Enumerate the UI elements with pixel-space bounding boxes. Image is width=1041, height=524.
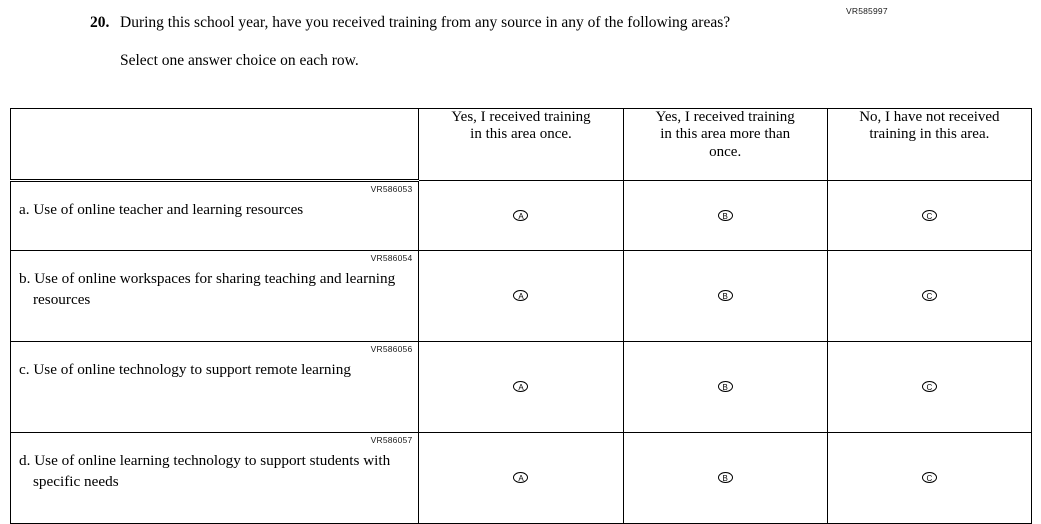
radio-c-1[interactable] <box>419 342 623 433</box>
row-code-a: VR586053 <box>370 184 413 194</box>
bubble-icon[interactable]: A <box>513 290 528 301</box>
bubble-icon[interactable]: C <box>922 472 937 483</box>
table-row <box>11 433 1032 524</box>
table-row <box>11 342 1032 433</box>
matrix-header-option-2-line-1: Yes, I received training <box>655 109 795 125</box>
row-stem-b <box>11 251 419 342</box>
row-code-d: VR586057 <box>370 435 413 445</box>
row-label-b: b. Use of online workspaces for sharing teaching and learning resources <box>19 270 396 308</box>
bubble-icon[interactable]: B <box>718 472 733 483</box>
radio-a-1[interactable] <box>419 181 623 251</box>
matrix-header-option-3 <box>827 109 1031 181</box>
matrix-header-option-1-line-1: Yes, I received training <box>451 109 591 125</box>
row-label-d: d. Use of online learning technology to support students with specific needs <box>19 452 391 490</box>
matrix-header-option-2-line-2: in this area more than <box>660 126 791 143</box>
question-number: 20. <box>90 14 110 31</box>
matrix-header-option-3-line-1: No, I have not received <box>859 109 1000 125</box>
radio-d-2[interactable] <box>623 433 827 524</box>
radio-b-1[interactable] <box>419 251 623 342</box>
matrix-header-option-2-line-3: once. <box>709 143 742 160</box>
matrix-header-option-1 <box>419 109 623 181</box>
bubble-icon[interactable]: B <box>718 381 733 392</box>
question-text: During this school year, have you received training from any source in any of the following areas? <box>120 14 731 31</box>
bubble-icon[interactable]: C <box>922 210 937 221</box>
radio-b-3[interactable] <box>827 251 1031 342</box>
bubble-icon[interactable]: B <box>718 290 733 301</box>
row-stem-d <box>11 433 419 524</box>
question-block <box>90 12 830 72</box>
radio-a-2[interactable] <box>623 181 827 251</box>
radio-c-2[interactable] <box>623 342 827 433</box>
response-matrix <box>10 108 1032 524</box>
table-row <box>11 251 1032 342</box>
bubble-icon[interactable]: C <box>922 290 937 301</box>
matrix-header-option-2 <box>623 109 827 181</box>
page-code: VR585997 <box>846 6 888 16</box>
table-row <box>11 181 1032 251</box>
row-label-a: a. Use of online teacher and learning resources <box>19 201 304 218</box>
bubble-icon[interactable]: A <box>513 381 528 392</box>
bubble-icon[interactable]: A <box>513 210 528 221</box>
radio-a-3[interactable] <box>827 181 1031 251</box>
matrix-header-row <box>11 109 1032 181</box>
bubble-icon[interactable]: C <box>922 381 937 392</box>
row-code-c: VR586056 <box>370 344 413 354</box>
radio-b-2[interactable] <box>623 251 827 342</box>
question-instruction: Select one answer choice on each row. <box>120 52 359 69</box>
matrix-header-option-1-line-2: in this area once. <box>470 126 572 143</box>
row-label-c: c. Use of online technology to support remote learning <box>19 361 351 378</box>
row-code-b: VR586054 <box>370 253 413 263</box>
matrix-header-stem <box>11 109 419 181</box>
bubble-icon[interactable]: A <box>513 472 528 483</box>
question-heading <box>90 12 830 34</box>
matrix-header-option-3-line-2: training in this area. <box>869 126 990 143</box>
radio-d-3[interactable] <box>827 433 1031 524</box>
bubble-icon[interactable]: B <box>718 210 733 221</box>
row-stem-a <box>11 181 419 251</box>
row-stem-c <box>11 342 419 433</box>
radio-d-1[interactable] <box>419 433 623 524</box>
radio-c-3[interactable] <box>827 342 1031 433</box>
